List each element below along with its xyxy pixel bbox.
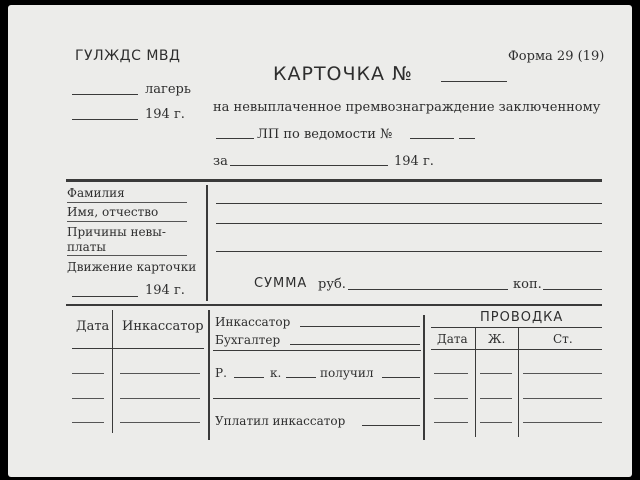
personal-divider [66,304,602,306]
date-line [72,119,138,120]
name-label: Имя, отчество [67,205,159,219]
collector-row-line-1 [120,373,200,374]
camp-name-line [72,94,138,95]
posting-st-header: Ст. [553,332,573,346]
bottom-divider-right [423,315,425,440]
collector-label: Инкассатор [215,315,291,329]
reason-underline [67,255,187,256]
collector-row-line-2 [120,398,200,399]
posting-row-1c [523,373,602,374]
collector-sign-line [300,326,420,327]
statement-number-line-2 [459,138,475,139]
year-label: 194 г. [145,107,185,122]
date-row-line-3 [72,422,104,423]
k-label: к. [270,366,282,380]
bottom-header-line [72,348,204,349]
posting-zh-header: Ж. [488,332,506,346]
accountant-label: Бухгалтер [215,333,281,347]
period-line [230,165,388,166]
form-number: Форма 29 (19) [508,49,605,64]
posting-row-1b [480,373,512,374]
date-row-line-1 [72,373,104,374]
reason-label-1: Причины невы- [67,225,166,239]
accountant-sign-line [290,344,420,345]
posting-subheader-line [431,349,602,350]
surname-underline [67,202,187,203]
collector-row-line-3 [120,422,200,423]
sum-kop-line [543,289,602,290]
bottom-divider-left [208,310,210,440]
period-year-label: 194 г. [394,154,434,169]
posting-header: ПРОВОДКА [480,310,564,325]
posting-row-1a [434,373,468,374]
signatures-divider [213,350,421,351]
received-label: получил [320,366,374,380]
statement-number-line [410,138,454,139]
section-divider [206,185,208,301]
paid-sign-line [362,425,420,426]
collector-column-header: Инкассатор [122,319,204,334]
surname-value-line [216,203,602,204]
bottom-col-divider [112,310,113,433]
lp-line [216,138,254,139]
name-value-line [216,223,602,224]
reason-value-line [216,251,602,252]
reason-label-2: платы [67,240,106,254]
kop-label: коп. [513,277,542,292]
organization-name: ГУЛЖДС МВД [75,48,181,64]
r-label: Р. [215,366,227,380]
card-number-line [441,81,507,82]
posting-header-line [431,327,602,328]
posting-row-3b [480,422,512,423]
card-title: КАРТОЧКА № [273,63,413,85]
sum-rub-line [348,289,508,290]
statement-label: ЛП по ведомости № [257,127,393,142]
posting-row-3a [434,422,468,423]
movement-year-label: 194 г. [145,283,185,298]
date-column-header: Дата [76,319,110,334]
date-row-line-2 [72,398,104,399]
movement-label: Движение карточки [67,260,197,274]
posting-row-2c [523,398,602,399]
movement-date-line [72,296,138,297]
posting-row-2a [434,398,468,399]
k-value-line [286,377,316,378]
received-line-2 [213,398,420,399]
card-subtitle: на невыплаченное премвознаграждение заключенному [213,100,601,115]
posting-row-3c [523,422,602,423]
posting-row-2b [480,398,512,399]
posting-date-header: Дата [437,332,468,346]
header-divider [66,179,602,182]
received-line [382,377,420,378]
surname-label: Фамилия [67,186,125,200]
registration-card [8,5,632,477]
posting-col-divider-2 [518,327,519,437]
paid-label: Уплатил инкассатор [215,414,346,428]
name-underline [67,221,187,222]
rub-label: руб. [318,277,346,292]
camp-label: лагерь [145,82,191,97]
sum-label: СУММА [254,276,308,291]
r-value-line [234,377,264,378]
period-label: за [213,154,228,169]
posting-col-divider-1 [475,327,476,437]
